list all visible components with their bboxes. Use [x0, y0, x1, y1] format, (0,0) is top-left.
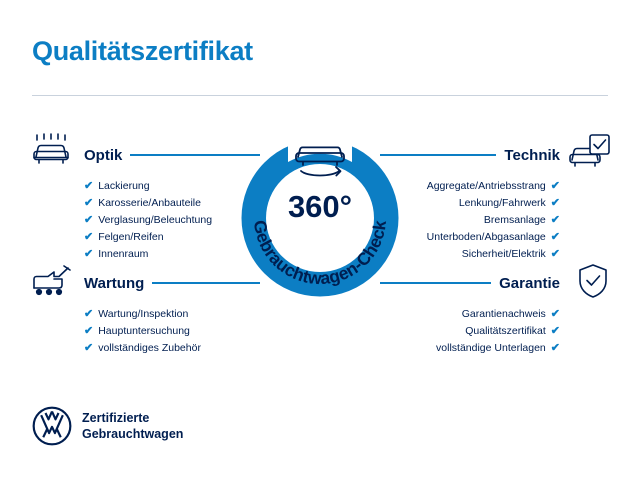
check-icon: ✔: [84, 325, 94, 337]
check-icon: ✔: [84, 231, 94, 243]
check-icon: ✔: [84, 197, 94, 209]
check-icon: ✔: [84, 308, 94, 320]
check-icon: ✔: [550, 180, 560, 192]
check-icon: ✔: [550, 308, 560, 320]
car-check-icon: [568, 133, 612, 169]
list-item: [84, 306, 260, 323]
list-item-label: Felgen/Reifen: [98, 231, 164, 243]
check-icon: ✔: [550, 342, 560, 354]
oil-can-icon: [28, 262, 74, 298]
section-optik-title: Optik: [84, 146, 123, 164]
check-icon: ✔: [550, 248, 560, 260]
list-item-label: Lackierung: [98, 180, 150, 192]
list-item-label: Qualitätszertifikat: [465, 325, 546, 337]
list-item-label: Verglasung/Beleuchtung: [98, 214, 213, 226]
list-item-label: Sicherheit/Elektrik: [461, 248, 546, 260]
list-item-label: Innenraum: [98, 248, 149, 260]
shield-check-icon: [576, 262, 610, 300]
list-item: [380, 323, 560, 340]
header-divider: [32, 95, 608, 96]
list-item: [84, 340, 260, 357]
footer-line-1: Zertifizierte: [82, 411, 150, 425]
check-icon: ✔: [84, 180, 94, 192]
page-title: Qualitätszertifikat: [32, 36, 253, 66]
check-icon: ✔: [84, 342, 94, 354]
check-icon: ✔: [550, 197, 560, 209]
list-item-label: Wartung/Inspektion: [98, 308, 189, 320]
section-technik-title: Technik: [504, 146, 560, 164]
section-wartung-list: [84, 306, 260, 357]
list-item-label: Karosserie/Anbauteile: [98, 197, 201, 209]
car-wash-icon: [30, 133, 74, 167]
check-icon: ✔: [550, 214, 560, 226]
list-item: [84, 323, 260, 340]
svg-text:Gebrauchtwagen-Check: Gebrauchtwagen-Check: [249, 218, 391, 289]
check-icon: ✔: [550, 325, 560, 337]
footer-line-2: Gebrauchtwagen: [82, 427, 184, 441]
section-wartung-title: Wartung: [84, 274, 145, 292]
footer: [32, 406, 183, 446]
list-item: [380, 306, 560, 323]
section-garantie-title: Garantie: [499, 274, 560, 292]
check-icon: ✔: [84, 214, 94, 226]
section-garantie-list: [380, 306, 560, 357]
list-item-label: Unterboden/Abgasanlage: [426, 231, 546, 243]
list-item-label: Aggregate/Antriebsstrang: [426, 180, 546, 192]
check-icon: ✔: [550, 231, 560, 243]
list-item-label: vollständige Unterlagen: [436, 342, 546, 354]
list-item-label: Lenkung/Fahrwerk: [458, 197, 546, 209]
check-icon: ✔: [84, 248, 94, 260]
list-item-label: vollständiges Zubehör: [98, 342, 201, 354]
list-item-label: Bremsanlage: [483, 214, 546, 226]
gebrauchtwagen-check-badge: [228, 118, 412, 302]
badge-center-label: 360°: [287, 189, 353, 224]
footer-text: [82, 410, 183, 442]
list-item-label: Garantienachweis: [461, 308, 546, 320]
vw-logo: [32, 406, 72, 446]
list-item: [380, 340, 560, 357]
list-item-label: Hauptuntersuchung: [98, 325, 190, 337]
